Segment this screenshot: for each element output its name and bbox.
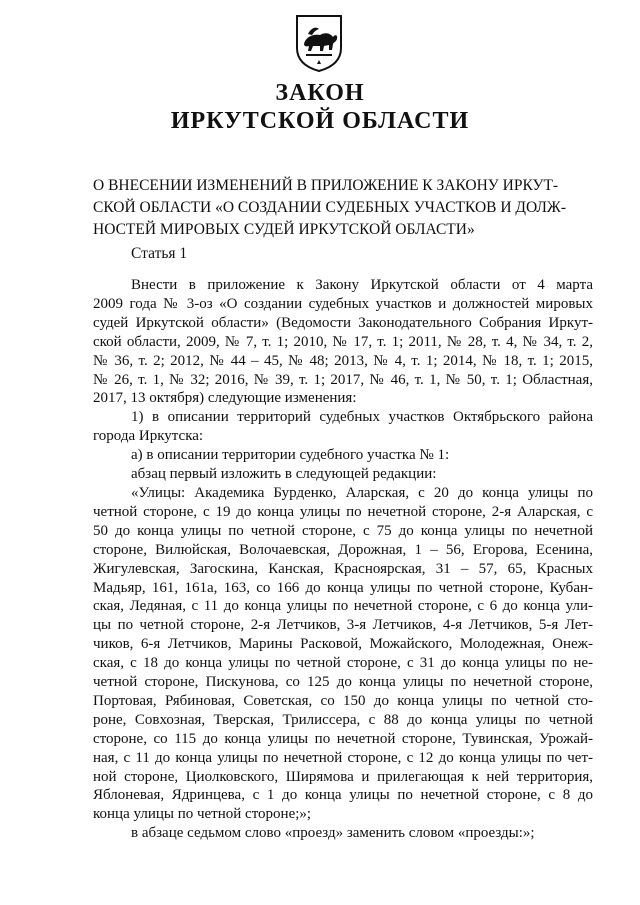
document-title: ЗАКОН — [275, 80, 365, 106]
body-line: Портовая, Рябиновая, Советская, со 150 до конца улицы по четной сто- — [93, 692, 593, 709]
subtitle-line: СКОЙ ОБЛАСТИ «О СОЗДАНИИ СУДЕБНЫХ УЧАСТКОВ И ДОЛЖ- — [93, 199, 566, 216]
subtitle-line: НОСТЕЙ МИРОВЫХ СУДЕЙ ИРКУТСКОЙ ОБЛАСТИ» — [93, 221, 475, 238]
body-line: роне, Совхозная, Тверская, Трилиссера, с 88 до конца улицы по четной — [93, 711, 593, 728]
article-heading: Статья 1 — [131, 245, 188, 262]
body-line: № 36, т. 2; 2012, № 44 – 45, № 48; 2013, № 4, т. 1; 2014, № 18, т. 1; 2015, — [93, 352, 593, 369]
body-line: судей Иркутской области» (Ведомости Законодательного Собрания Иркут- — [93, 314, 593, 331]
body-line: Внести в приложение к Закону Иркутской области от 4 марта — [131, 277, 593, 293]
body-line: 1) в описании территорий судебных участков Октябрьского района — [131, 409, 593, 426]
body-line: четной стороне, Пискунова, со 125 до конца улицы по нечетной стороне, — [93, 674, 593, 691]
body-line: стороне, Вилюйская, Волочаевская, Дорожная, 1 – 56, Егорова, Есенина, — [93, 541, 593, 558]
body-line: а) в описании территории судебного участка № 1: — [131, 447, 450, 464]
body-line: «Улицы: Академика Бурденко, Аларская, с 20 до конца улицы по — [131, 484, 593, 501]
body-line: № 26, т. 1, № 32; 2016, № 39, т. 1; 2017, № 46, т. 1, № 50, т. 1; Областная, — [93, 371, 593, 388]
law-subtitle — [93, 175, 593, 241]
coat-of-arms-icon — [294, 14, 344, 72]
body-line: ная, с 11 до конца улицы по нечетной стороне, с 12 до конца улицы по чет- — [93, 749, 593, 766]
body-line: ной стороне, Циолковского, Ширямова и прилегающая к ней территория, — [93, 768, 593, 785]
body-line: четной стороне, с 19 до конца улицы по нечетной стороне, 2-я Аларская, с — [93, 503, 593, 520]
subtitle-line: О ВНЕСЕНИИ ИЗМЕНЕНИЙ В ПРИЛОЖЕНИЕ К ЗАКОНУ ИРКУТ- — [93, 177, 559, 194]
body-line: 2009 года № 3-оз «О создании судебных участков и должностей мировых — [93, 295, 593, 312]
body-line: стороне, со 115 до конца улицы по нечетной стороне, Тувинская, Урожай- — [93, 730, 593, 747]
body-line: чиков, 6-я Летчиков, Марины Расковой, Можайского, Молодежная, Онеж- — [93, 636, 593, 653]
body-line: Мадьяр, 161, 161а, 163, со 166 до конца улицы по четной стороне, Кубан- — [93, 579, 593, 596]
body-line: 50 до конца улицы по четной стороне, с 75 до конца улицы по нечетной — [93, 522, 593, 539]
body-line: ская, Ледяная, с 11 до конца улицы по нечетной стороне, с 6 до конца ули- — [93, 598, 593, 615]
body-line: конца улицы по четной стороне;»; — [93, 806, 312, 823]
article-body — [93, 276, 593, 843]
document-region: ИРКУТСКОЙ ОБЛАСТИ — [170, 108, 470, 134]
body-line: города Иркутска: — [93, 428, 204, 445]
body-line: абзац первый изложить в следующей редакции: — [131, 466, 437, 483]
body-line: в абзаце седьмом слово «проезд» заменить словом «проезды:»; — [131, 825, 535, 842]
body-line: ской области, 2009, № 7, т. 1; 2010, № 17, т. 1; 2011, № 28, т. 4, № 34, т. 2, — [93, 333, 593, 350]
body-line: цы по четной стороне, 2-я Летчиков, 3-я Летчиков, 4-я Летчиков, 5-я Лет- — [93, 617, 593, 634]
body-line: Яблоневая, Ядринцева, с 1 до конца улицы по нечетной стороне, с 8 до — [93, 787, 593, 804]
body-line: Жигулевская, Загоскина, Канская, Красноярская, 31 – 57, 65, Красных — [93, 560, 593, 577]
body-line: 2017, 13 октября) следующие изменения: — [93, 390, 357, 407]
body-line: ская, с 18 до конца улицы по четной стороне, с 31 до конца улицы по не- — [93, 655, 593, 672]
